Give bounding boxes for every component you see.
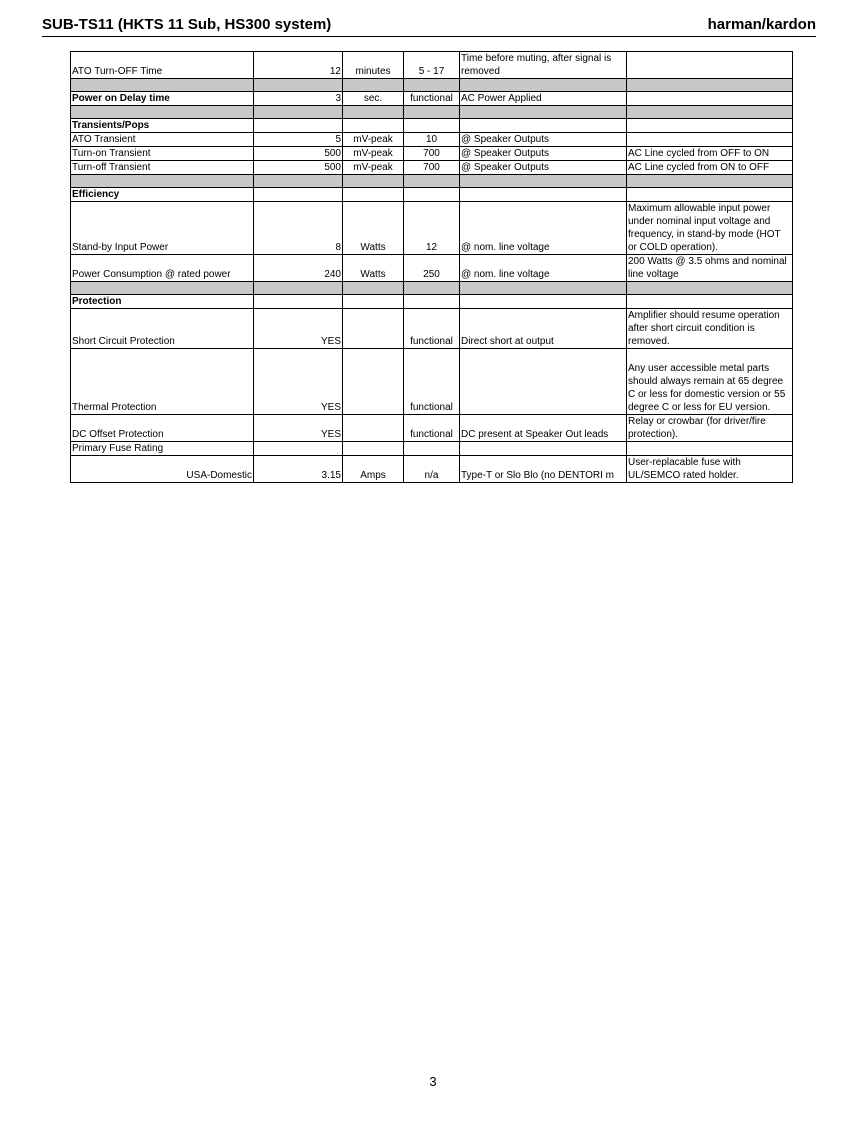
parameter-value: 3.15 <box>254 456 343 483</box>
parameter-value: 3 <box>254 92 343 106</box>
parameter-notes: Amplifier should resume operation after short circuit condition is removed. <box>627 309 793 349</box>
table-row-short-circuit <box>71 309 793 349</box>
table-row-ato-turn-off <box>71 52 793 79</box>
table-row-thermal-protection <box>71 349 793 415</box>
parameter-name: Stand-by Input Power <box>71 202 254 255</box>
parameter-value: 500 <box>254 161 343 175</box>
parameter-unit: Watts <box>343 202 404 255</box>
specification-table <box>70 51 793 483</box>
parameter-notes: Relay or crowbar (for driver/fire protection). <box>627 415 793 442</box>
parameter-unit: sec. <box>343 92 404 106</box>
parameter-limit: functional <box>404 92 460 106</box>
document-title: SUB-TS11 (HKTS 11 Sub, HS300 system) <box>42 16 332 33</box>
parameter-notes <box>627 92 793 106</box>
brand-name: harman/kardon <box>707 16 816 33</box>
parameter-unit: Amps <box>343 456 404 483</box>
parameter-value: 500 <box>254 147 343 161</box>
parameter-value: 5 <box>254 133 343 147</box>
table-row-power-consumption <box>71 255 793 282</box>
parameter-limit: 250 <box>404 255 460 282</box>
parameter-limit: functional <box>404 415 460 442</box>
parameter-value: 12 <box>254 52 343 79</box>
parameter-condition: @ nom. line voltage <box>460 202 627 255</box>
parameter-limit: 700 <box>404 147 460 161</box>
parameter-unit: mV-peak <box>343 161 404 175</box>
parameter-value: YES <box>254 415 343 442</box>
parameter-name: Primary Fuse Rating <box>71 442 254 456</box>
parameter-name: USA-Domestic <box>71 456 254 483</box>
section-title: Efficiency <box>71 188 254 202</box>
parameter-name: Thermal Protection <box>71 349 254 415</box>
section-header-efficiency <box>71 188 793 202</box>
parameter-condition: @ nom. line voltage <box>460 255 627 282</box>
parameter-condition <box>460 349 627 415</box>
separator-row <box>71 282 793 295</box>
parameter-condition: Time before muting, after signal is removed <box>460 52 627 79</box>
parameter-limit: functional <box>404 309 460 349</box>
parameter-notes: AC Line cycled from OFF to ON <box>627 147 793 161</box>
separator-row <box>71 106 793 119</box>
separator-row <box>71 79 793 92</box>
parameter-limit: n/a <box>404 456 460 483</box>
parameter-name: DC Offset Protection <box>71 415 254 442</box>
parameter-notes: 200 Watts @ 3.5 ohms and nominal line voltage <box>627 255 793 282</box>
table-row-dc-offset <box>71 415 793 442</box>
parameter-unit <box>343 349 404 415</box>
parameter-condition: DC present at Speaker Out leads <box>460 415 627 442</box>
table-row-usa-domestic <box>71 456 793 483</box>
table-row-standby-power <box>71 202 793 255</box>
parameter-unit <box>343 309 404 349</box>
table-row-turn-on-transient <box>71 147 793 161</box>
parameter-condition: AC Power Applied <box>460 92 627 106</box>
parameter-name: ATO Turn-OFF Time <box>71 52 254 79</box>
page-header <box>42 14 816 37</box>
parameter-unit: mV-peak <box>343 147 404 161</box>
parameter-notes: AC Line cycled from ON to OFF <box>627 161 793 175</box>
parameter-name: Turn-on Transient <box>71 147 254 161</box>
table-row-ato-transient <box>71 133 793 147</box>
parameter-limit: 5 - 17 <box>404 52 460 79</box>
parameter-condition: Type-T or Slo Blo (no DENTORI m <box>460 456 627 483</box>
parameter-condition: @ Speaker Outputs <box>460 161 627 175</box>
parameter-unit: Watts <box>343 255 404 282</box>
parameter-limit: 700 <box>404 161 460 175</box>
parameter-unit: minutes <box>343 52 404 79</box>
table-row-power-on-delay <box>71 92 793 106</box>
section-title: Transients/Pops <box>71 119 254 133</box>
parameter-notes <box>627 133 793 147</box>
parameter-limit: functional <box>404 349 460 415</box>
parameter-condition: @ Speaker Outputs <box>460 147 627 161</box>
parameter-value: YES <box>254 309 343 349</box>
parameter-value: 8 <box>254 202 343 255</box>
parameter-notes <box>627 52 793 79</box>
parameter-name: Power on Delay time <box>71 92 254 106</box>
parameter-unit <box>343 415 404 442</box>
section-title: Protection <box>71 295 254 309</box>
parameter-notes: Any user accessible metal parts should always remain at 65 degree C or less for domestic version or 55 degree C or less for EU version. <box>627 349 793 415</box>
parameter-name: Turn-off Transient <box>71 161 254 175</box>
parameter-condition: @ Speaker Outputs <box>460 133 627 147</box>
page-number: 3 <box>429 1074 437 1089</box>
parameter-name: Power Consumption @ rated power <box>71 255 254 282</box>
parameter-value: YES <box>254 349 343 415</box>
parameter-notes: Maximum allowable input power under nominal input voltage and frequency, in stand-by mode (HOT or COLD operation). <box>627 202 793 255</box>
parameter-notes: User-replacable fuse with UL/SEMCO rated holder. <box>627 456 793 483</box>
parameter-value: 240 <box>254 255 343 282</box>
parameter-name: ATO Transient <box>71 133 254 147</box>
parameter-name: Short Circuit Protection <box>71 309 254 349</box>
table-row-fuse-rating <box>71 442 793 456</box>
parameter-limit: 12 <box>404 202 460 255</box>
section-header-protection <box>71 295 793 309</box>
parameter-unit: mV-peak <box>343 133 404 147</box>
separator-row <box>71 175 793 188</box>
section-header-transients <box>71 119 793 133</box>
parameter-condition: Direct short at output <box>460 309 627 349</box>
table-row-turn-off-transient <box>71 161 793 175</box>
parameter-limit: 10 <box>404 133 460 147</box>
